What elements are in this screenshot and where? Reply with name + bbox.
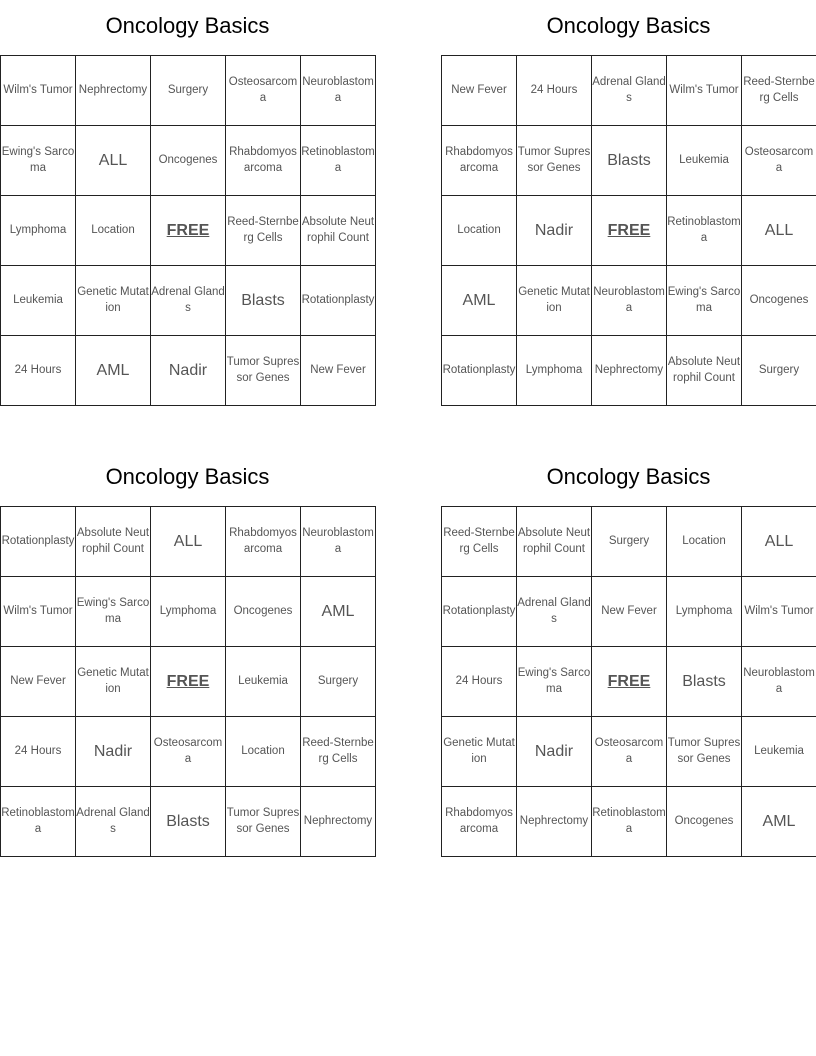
grid-row xyxy=(1,507,376,577)
card-title: Oncology Basics xyxy=(546,464,711,489)
bingo-cell: New Fever xyxy=(301,336,376,406)
bingo-cell: Location xyxy=(667,507,742,577)
bingo-cell: Lymphoma xyxy=(517,336,592,406)
bingo-cell: Rotationplasty xyxy=(442,336,517,406)
grid-row xyxy=(442,717,816,787)
bingo-cell: Genetic Mutation xyxy=(76,647,151,717)
bingo-cell: Ewing's Sarcoma xyxy=(76,577,151,647)
bingo-cell: Retinoblastoma xyxy=(592,787,667,857)
bingo-cell: Surgery xyxy=(592,507,667,577)
bingo-cell: Blasts xyxy=(667,647,742,717)
free-space-cell: FREE xyxy=(151,647,226,717)
bingo-cell: Rhabdomyosarcoma xyxy=(226,126,301,196)
bingo-cell: AML xyxy=(76,336,151,406)
bingo-cell: Adrenal Glands xyxy=(517,577,592,647)
bingo-cell: Adrenal Glands xyxy=(76,787,151,857)
bingo-cell: Leukemia xyxy=(1,266,76,336)
bingo-grid xyxy=(441,506,816,857)
bingo-cell: Osteosarcoma xyxy=(742,126,816,196)
free-space-cell: FREE xyxy=(592,196,667,266)
bingo-cell: Reed-Sternberg Cells xyxy=(226,196,301,266)
bingo-cell: Osteosarcoma xyxy=(226,56,301,126)
bingo-cell: Absolute Neutrophil Count xyxy=(301,196,376,266)
bingo-cell: Location xyxy=(226,717,301,787)
bingo-cell: New Fever xyxy=(592,577,667,647)
bingo-cell: Reed-Sternberg Cells xyxy=(742,56,816,126)
card-title: Oncology Basics xyxy=(105,464,270,489)
bingo-cell: Retinoblastoma xyxy=(1,787,76,857)
bingo-card-3 xyxy=(0,451,375,857)
bingo-cell: New Fever xyxy=(1,647,76,717)
bingo-cell: Rotationplasty xyxy=(301,266,376,336)
bingo-cell: AML xyxy=(301,577,376,647)
bingo-cell: 24 Hours xyxy=(1,336,76,406)
grid-row xyxy=(442,266,816,336)
bingo-cell: Wilm's Tumor xyxy=(742,577,816,647)
bingo-cell: Neuroblastoma xyxy=(301,507,376,577)
bingo-cell: 24 Hours xyxy=(442,647,517,717)
bingo-cell: ALL xyxy=(151,507,226,577)
bingo-cell: Osteosarcoma xyxy=(592,717,667,787)
bingo-cell: Leukemia xyxy=(667,126,742,196)
bingo-cell: Tumor Supressor Genes xyxy=(667,717,742,787)
grid-row xyxy=(442,126,816,196)
bingo-cell: Rhabdomyosarcoma xyxy=(226,507,301,577)
bingo-cell: Location xyxy=(76,196,151,266)
bingo-cell: ALL xyxy=(742,507,816,577)
bingo-cell: Tumor Supressor Genes xyxy=(226,336,301,406)
bingo-cell: AML xyxy=(742,787,816,857)
bingo-cell: AML xyxy=(442,266,517,336)
bingo-cell: Tumor Supressor Genes xyxy=(226,787,301,857)
bingo-cell: Leukemia xyxy=(742,717,816,787)
bingo-cell: Reed-Sternberg Cells xyxy=(301,717,376,787)
bingo-cell: Blasts xyxy=(226,266,301,336)
bingo-cell: Blasts xyxy=(592,126,667,196)
bingo-cell: Oncogenes xyxy=(742,266,816,336)
bingo-cell: Surgery xyxy=(151,56,226,126)
grid-row xyxy=(1,266,376,336)
bingo-cell: ALL xyxy=(76,126,151,196)
bingo-cell: Retinoblastoma xyxy=(667,196,742,266)
bingo-cell: Genetic Mutation xyxy=(517,266,592,336)
bingo-grid xyxy=(0,55,376,406)
card-title: Oncology Basics xyxy=(105,13,270,38)
free-space-cell: FREE xyxy=(151,196,226,266)
bingo-cell: Rhabdomyosarcoma xyxy=(442,126,517,196)
bingo-card-1 xyxy=(0,0,375,406)
bingo-cell: Rhabdomyosarcoma xyxy=(442,787,517,857)
grid-row xyxy=(442,196,816,266)
bingo-cell: Adrenal Glands xyxy=(592,56,667,126)
bingo-cell: Nephrectomy xyxy=(301,787,376,857)
bingo-cell: Reed-Sternberg Cells xyxy=(442,507,517,577)
bingo-cell: Absolute Neutrophil Count xyxy=(667,336,742,406)
bingo-cell: Nadir xyxy=(517,717,592,787)
free-space-cell: FREE xyxy=(592,647,667,717)
bingo-cell: Lymphoma xyxy=(1,196,76,266)
bingo-cell: Adrenal Glands xyxy=(151,266,226,336)
bingo-cell: Surgery xyxy=(301,647,376,717)
bingo-cell: Location xyxy=(442,196,517,266)
bingo-cell: Absolute Neutrophil Count xyxy=(76,507,151,577)
bingo-cell: Oncogenes xyxy=(667,787,742,857)
bingo-grid xyxy=(0,506,376,857)
grid-row xyxy=(1,56,376,126)
grid-row xyxy=(442,647,816,717)
grid-row xyxy=(1,196,376,266)
bingo-cell: 24 Hours xyxy=(1,717,76,787)
bingo-cell: Oncogenes xyxy=(151,126,226,196)
bingo-cell: Nephrectomy xyxy=(592,336,667,406)
grid-row xyxy=(1,647,376,717)
bingo-cell: Ewing's Sarcoma xyxy=(517,647,592,717)
bingo-cell: Neuroblastoma xyxy=(742,647,816,717)
bingo-card-2 xyxy=(441,0,816,406)
bingo-cell: Nephrectomy xyxy=(517,787,592,857)
bingo-cell: Tumor Supressor Genes xyxy=(517,126,592,196)
bingo-cell: Rotationplasty xyxy=(442,577,517,647)
bingo-cell: Nadir xyxy=(517,196,592,266)
bingo-cell: Blasts xyxy=(151,787,226,857)
bingo-cell: Absolute Neutrophil Count xyxy=(517,507,592,577)
grid-row xyxy=(1,787,376,857)
bingo-cell: Leukemia xyxy=(226,647,301,717)
bingo-cell: Neuroblastoma xyxy=(592,266,667,336)
grid-row xyxy=(1,336,376,406)
bingo-cell: Rotationplasty xyxy=(1,507,76,577)
bingo-grid xyxy=(441,55,816,406)
bingo-cell: Genetic Mutation xyxy=(76,266,151,336)
grid-row xyxy=(1,126,376,196)
bingo-cell: Ewing's Sarcoma xyxy=(667,266,742,336)
grid-row xyxy=(1,717,376,787)
bingo-card-4 xyxy=(441,451,816,857)
bingo-cell: Surgery xyxy=(742,336,816,406)
bingo-cell: ALL xyxy=(742,196,816,266)
grid-row xyxy=(442,787,816,857)
grid-row xyxy=(442,577,816,647)
grid-row xyxy=(442,507,816,577)
card-title: Oncology Basics xyxy=(546,13,711,38)
bingo-cell: Nadir xyxy=(76,717,151,787)
bingo-cell: Ewing's Sarcoma xyxy=(1,126,76,196)
bingo-cell: New Fever xyxy=(442,56,517,126)
grid-row xyxy=(1,577,376,647)
grid-row xyxy=(442,336,816,406)
grid-row xyxy=(442,56,816,126)
bingo-cell: Lymphoma xyxy=(151,577,226,647)
bingo-cell: 24 Hours xyxy=(517,56,592,126)
bingo-cell: Retinoblastoma xyxy=(301,126,376,196)
bingo-cell: Wilm's Tumor xyxy=(667,56,742,126)
bingo-cell: Wilm's Tumor xyxy=(1,577,76,647)
bingo-cell: Lymphoma xyxy=(667,577,742,647)
bingo-cell: Osteosarcoma xyxy=(151,717,226,787)
bingo-cell: Wilm's Tumor xyxy=(1,56,76,126)
bingo-cell: Nephrectomy xyxy=(76,56,151,126)
bingo-cell: Neuroblastoma xyxy=(301,56,376,126)
bingo-cell: Nadir xyxy=(151,336,226,406)
bingo-cell: Oncogenes xyxy=(226,577,301,647)
bingo-cell: Genetic Mutation xyxy=(442,717,517,787)
